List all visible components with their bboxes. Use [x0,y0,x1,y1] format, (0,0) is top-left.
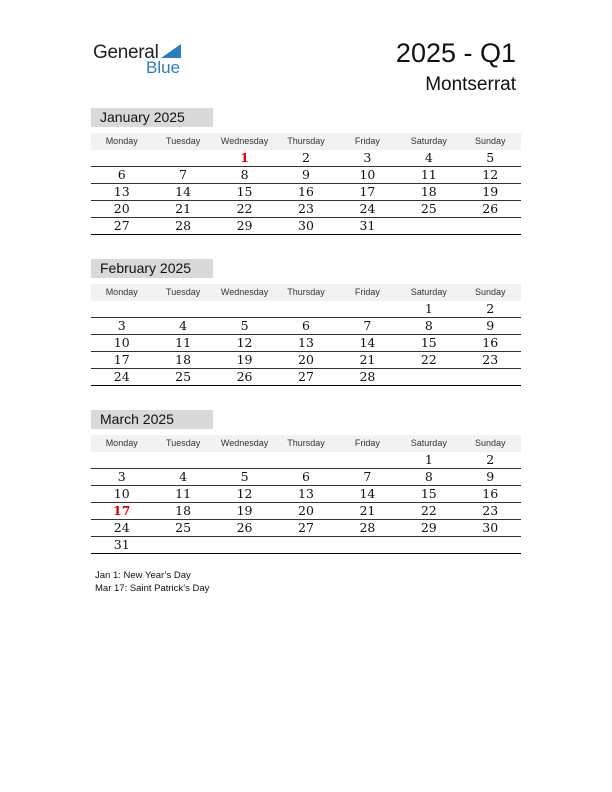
day-cell: 22 [236,201,253,216]
day-cell: 15 [420,486,437,501]
day-cell: 8 [424,469,433,484]
day-cell: 6 [302,318,310,333]
day-cell: 27 [298,520,314,535]
day-cell: 8 [240,167,249,182]
day-cell: 19 [482,184,499,199]
day-cell [337,452,398,468]
month-calendar-march [91,410,521,554]
day-cell: 17 [359,184,376,199]
day-cell: 14 [175,184,192,199]
week-row [91,369,521,386]
day-cell: 7 [363,318,372,333]
day-cell: 30 [482,520,499,535]
day-cell [398,218,459,234]
day-cell: 16 [298,184,314,199]
weekday-label: Friday [354,438,380,448]
weekday-label: Monday [105,136,138,146]
holiday-note: Mar 17: Saint Patrick’s Day [95,583,210,594]
day-cell: 27 [298,369,314,384]
day-cell: 3 [117,318,126,333]
day-cell: 3 [363,150,372,165]
weekday-label: Saturday [410,438,447,448]
day-cell: 10 [113,335,130,350]
day-cell: 18 [175,352,192,367]
week-row [91,486,521,503]
day-cell: 24 [113,369,130,384]
day-cell [275,452,336,468]
day-cell: 11 [420,167,437,182]
day-cell: 26 [236,520,253,535]
weekday-label: Monday [105,438,138,448]
day-cell: 28 [359,369,376,384]
week-row [91,520,521,537]
day-cell: 19 [236,352,253,367]
day-cell: 12 [236,486,253,501]
day-cell [337,301,398,317]
day-cell: 12 [482,167,499,182]
day-cell [275,301,336,317]
day-cell: 23 [482,503,499,518]
day-cell: 20 [113,201,130,216]
week-row [91,150,521,167]
week-row [91,318,521,335]
day-cell: 23 [482,352,499,367]
weekday-label: Sunday [474,136,506,146]
day-cell: 6 [117,167,126,182]
logo-blue-text: Blue [146,58,181,77]
day-cell: 14 [359,335,376,350]
weekday-label: Wednesday [220,438,269,448]
day-cell [91,452,152,468]
day-cell: 28 [175,218,192,233]
weekday-label: Thursday [287,438,325,448]
month-title: January 2025 [91,108,213,127]
week-row [91,335,521,352]
day-cell [214,537,275,553]
day-cell [460,537,521,553]
page-title: 2025 - Q1 [395,38,516,68]
weekday-label: Sunday [474,438,506,448]
month-title: February 2025 [91,259,213,278]
day-cell: 1 [424,301,433,316]
weekday-label: Wednesday [220,136,269,146]
week-row [91,352,521,369]
day-cell: 22 [420,352,437,367]
week-row [91,218,521,235]
day-cell: 7 [363,469,372,484]
day-cell: 16 [482,486,499,501]
day-cell: 18 [420,184,437,199]
day-cell: 4 [424,150,433,165]
day-cell: 2 [302,150,310,165]
week-row [91,167,521,184]
day-cell: 26 [236,369,253,384]
day-cell: 20 [298,503,314,518]
weekday-label: Friday [354,287,380,297]
day-cell [337,537,398,553]
weekday-label: Friday [354,136,380,146]
day-cell [460,369,521,385]
day-cell: 21 [359,503,376,518]
day-cell: 20 [298,352,314,367]
weekday-label: Monday [105,287,138,297]
day-cell: 5 [486,150,495,165]
day-cell: 3 [117,469,126,484]
day-cell [152,150,213,166]
day-cell [91,301,152,317]
day-cell: 27 [113,218,130,233]
day-cell: 1 [424,452,433,467]
weekday-label: Thursday [287,136,325,146]
day-cell [214,452,275,468]
day-cell: 13 [298,335,314,350]
day-cell [275,537,336,553]
holiday-day-cell: 1 [240,150,249,165]
day-cell [152,537,213,553]
day-cell: 8 [424,318,433,333]
weekday-label: Sunday [474,287,506,297]
day-cell: 26 [482,201,499,216]
weekday-label: Saturday [410,287,447,297]
day-cell [152,301,213,317]
day-cell: 15 [236,184,253,199]
weekday-header-row [91,435,521,452]
day-cell: 10 [113,486,130,501]
day-cell: 25 [175,369,192,384]
week-row [91,452,521,469]
day-cell [91,150,152,166]
week-row [91,201,521,218]
day-cell: 2 [486,301,495,316]
day-cell [152,452,213,468]
day-cell: 12 [236,335,253,350]
day-cell: 21 [359,352,376,367]
day-cell: 31 [359,218,376,233]
holiday-notes [95,569,209,595]
week-row [91,469,521,486]
month-calendar-february [91,259,521,386]
day-cell: 17 [113,352,130,367]
holiday-note: Jan 1: New Year’s Day [95,570,191,581]
day-cell: 29 [236,218,253,233]
logo-triangle-icon [161,44,181,58]
day-cell: 9 [486,469,495,484]
day-cell: 24 [113,520,130,535]
weekday-label: Wednesday [220,287,269,297]
day-cell: 10 [359,167,376,182]
page-subtitle: Montserrat [425,74,516,95]
month-calendar-january [91,108,521,235]
weekday-label: Tuesday [166,136,201,146]
weekday-label: Tuesday [166,287,201,297]
day-cell: 15 [420,335,437,350]
day-cell: 21 [175,201,192,216]
week-row [91,301,521,318]
day-cell: 4 [179,318,188,333]
day-cell: 31 [113,537,130,552]
day-cell: 16 [482,335,499,350]
day-cell: 11 [175,335,192,350]
week-row [91,184,521,201]
day-cell: 22 [420,503,437,518]
day-cell: 25 [175,520,192,535]
weekday-label: Saturday [410,136,447,146]
day-cell: 6 [302,469,310,484]
day-cell: 2 [486,452,495,467]
day-cell: 18 [175,503,192,518]
day-cell: 23 [298,201,314,216]
day-cell [398,369,459,385]
day-cell [398,537,459,553]
day-cell: 14 [359,486,376,501]
month-title: March 2025 [91,410,213,429]
day-cell: 7 [179,167,188,182]
day-cell: 9 [302,167,310,182]
day-cell: 13 [113,184,130,199]
day-cell: 19 [236,503,253,518]
day-cell: 29 [420,520,437,535]
week-row [91,537,521,554]
day-cell [214,301,275,317]
day-cell: 4 [179,469,188,484]
day-cell: 28 [359,520,376,535]
day-cell: 11 [175,486,192,501]
day-cell [460,218,521,234]
day-cell: 13 [298,486,314,501]
week-row [91,503,521,520]
weekday-header-row [91,284,521,301]
weekday-label: Thursday [287,287,325,297]
weekday-label: Tuesday [166,438,201,448]
weekday-header-row [91,133,521,150]
day-cell: 25 [420,201,437,216]
logo-general-text: General [93,42,159,63]
day-cell: 9 [486,318,495,333]
day-cell: 24 [359,201,376,216]
holiday-day-cell: 17 [113,503,131,518]
day-cell: 5 [240,469,249,484]
logo [93,40,193,80]
day-cell: 5 [240,318,249,333]
day-cell: 30 [298,218,314,233]
